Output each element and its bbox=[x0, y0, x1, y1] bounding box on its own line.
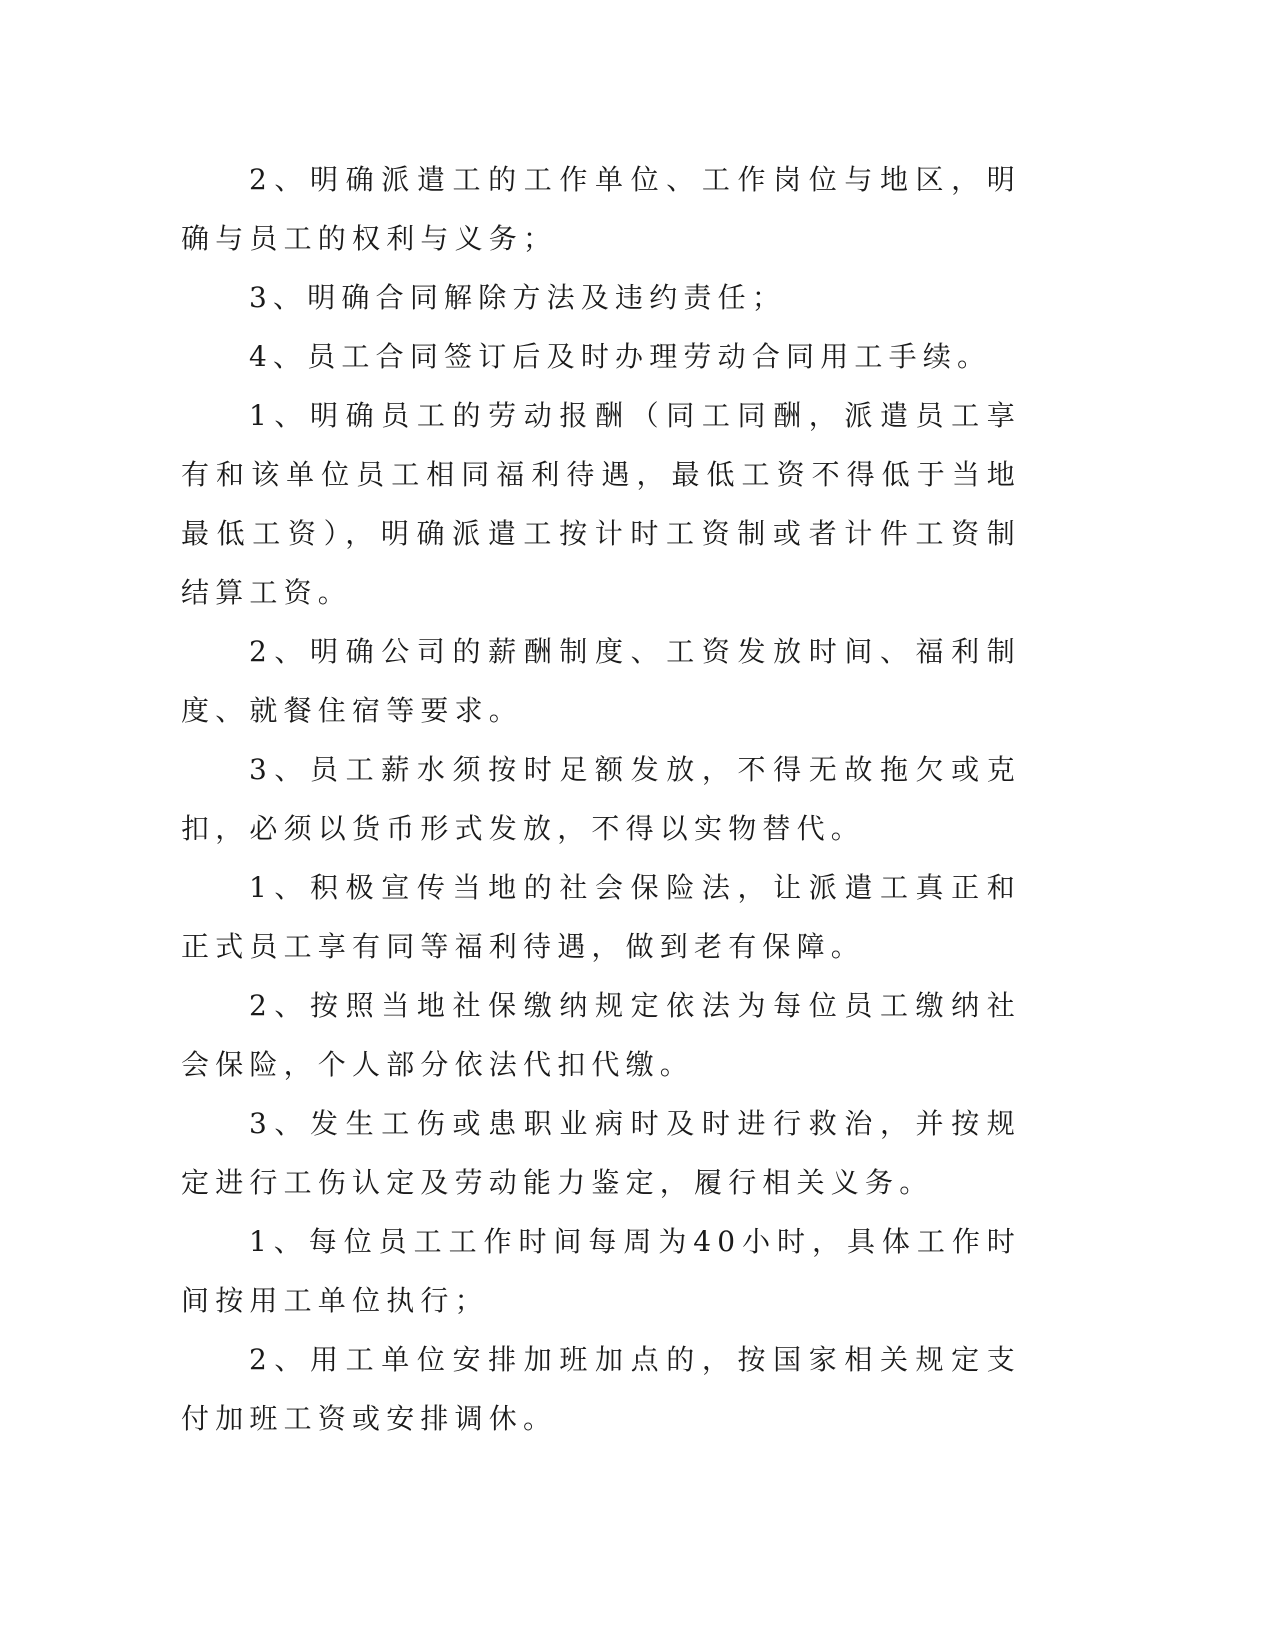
paragraph: 3、明确合同解除方法及违约责任； bbox=[249, 281, 787, 314]
paragraph: 4、员工合同签订后及时办理劳动合同用工手续。 bbox=[249, 340, 992, 373]
paragraph: 1、每位员工工作时间每周为40小时，具体工作时间按用工单位执行； bbox=[181, 1225, 1021, 1317]
paragraph: 1、积极宣传当地的社会保险法，让派遣工真正和正式员工享有同等福利待遇，做到老有保障。 bbox=[181, 871, 1021, 963]
paragraph: 2、按照当地社保缴纳规定依法为每位员工缴纳社会保险，个人部分依法代扣代缴。 bbox=[181, 989, 1021, 1081]
paragraph: 3、员工薪水须按时足额发放，不得无故拖欠或克扣，必须以货币形式发放，不得以实物替代。 bbox=[181, 753, 1021, 845]
paragraph: 2、明确派遣工的工作单位、工作岗位与地区，明确与员工的权利与义务； bbox=[181, 163, 1021, 255]
paragraph: 2、明确公司的薪酬制度、工资发放时间、福利制度、就餐住宿等要求。 bbox=[181, 635, 1021, 727]
paragraph: 1、明确员工的劳动报酬（同工同酬，派遣员工享有和该单位员工相同福利待遇，最低工资不得低于当地最低工资），明确派遣工按计时工资制或者计件工资制结算工资。 bbox=[181, 399, 1021, 609]
paragraph: 2、用工单位安排加班加点的，按国家相关规定支付加班工资或安排调休。 bbox=[181, 1343, 1021, 1435]
paragraph: 3、发生工伤或患职业病时及时进行救治，并按规定进行工伤认定及劳动能力鉴定，履行相关义务。 bbox=[181, 1107, 1021, 1199]
document-body bbox=[181, 150, 1021, 1448]
